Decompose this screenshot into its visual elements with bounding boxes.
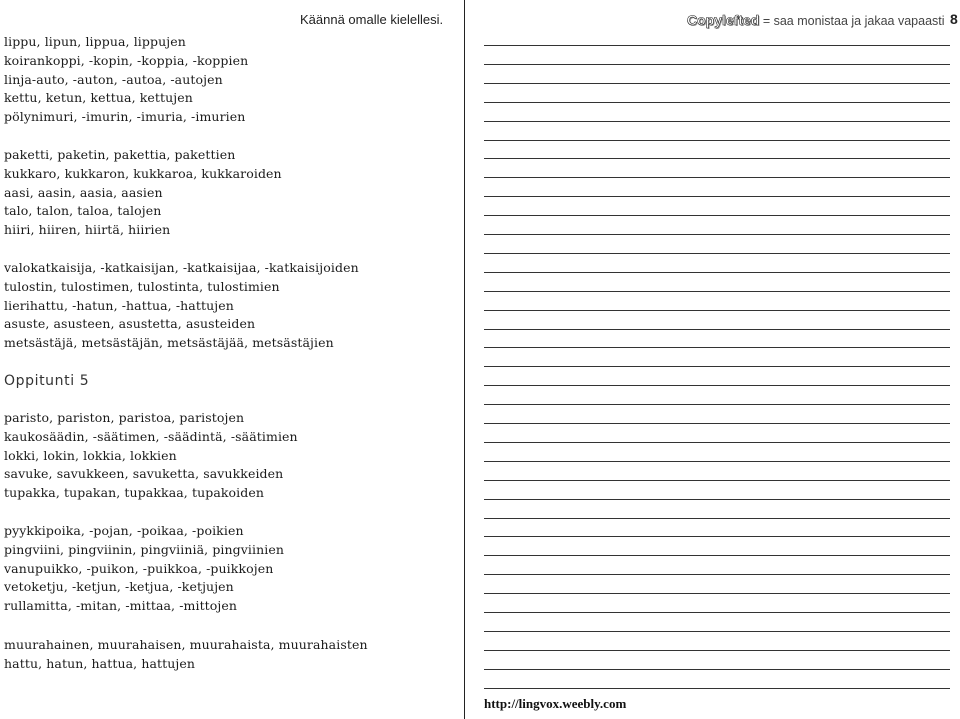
- word-line: paketti, paketin, pakettia, pakettien: [4, 147, 236, 162]
- writing-line: [484, 45, 950, 46]
- writing-line: [484, 64, 950, 65]
- writing-line: [484, 404, 950, 405]
- writing-line: [484, 196, 950, 197]
- word-line: talo, talon, taloa, talojen: [4, 203, 162, 219]
- writing-line: [484, 442, 950, 443]
- writing-line: [484, 574, 950, 575]
- word-block-1: [4, 33, 248, 127]
- writing-line: [484, 385, 950, 386]
- word-line: vetoketju, -ketjun, -ketjua, -ketjujen: [4, 579, 234, 595]
- writing-line: [484, 555, 950, 556]
- word-line: vanupuikko, -puikon, -puikkoa, -puikkojen: [4, 560, 274, 576]
- writing-line: [484, 121, 950, 122]
- writing-line: [484, 83, 950, 84]
- word-line: hiiri, hiiren, hiirtä, hiirien: [4, 222, 171, 238]
- writing-line: [484, 499, 950, 500]
- word-line: koirankoppi, -kopin, -koppia, -koppien: [4, 52, 249, 68]
- writing-line: [484, 310, 950, 311]
- writing-line: [484, 140, 950, 141]
- writing-line: [484, 102, 950, 103]
- writing-line: [484, 366, 950, 367]
- writing-line: [484, 253, 950, 254]
- word-block-5: [4, 522, 284, 616]
- writing-line: [484, 215, 950, 216]
- word-line: rullamitta, -mitan, -mittaa, -mittojen: [4, 598, 238, 614]
- word-line: aasi, aasin, aasia, aasien: [4, 184, 163, 200]
- writing-line: [484, 669, 950, 670]
- word-line: savuke, savukkeen, savuketta, savukkeiden: [4, 466, 284, 482]
- writing-line: [484, 158, 950, 159]
- writing-lines: [484, 0, 950, 719]
- writing-line: [484, 631, 950, 632]
- word-line: pyykkipoika, -pojan, -poikaa, -poikien: [4, 523, 244, 538]
- instruction-text: Käännä omalle kielellesi.: [300, 12, 444, 27]
- left-page: [0, 0, 464, 719]
- copyleft-brand: Copylefted: [687, 12, 760, 28]
- word-line: lippu, lipun, lippua, lippujen: [4, 34, 186, 49]
- word-line: paristo, pariston, paristoa, paristojen: [4, 410, 245, 425]
- writing-line: [484, 329, 950, 330]
- word-line: kukkaro, kukkaron, kukkaroa, kukkaroiden: [4, 165, 282, 181]
- writing-line: [484, 480, 950, 481]
- word-line: lokki, lokin, lokkia, lokkien: [4, 447, 177, 463]
- writing-line: [484, 536, 950, 537]
- writing-line: [484, 423, 950, 424]
- word-block-6: [4, 636, 368, 674]
- word-line: valokatkaisija, -katkaisijan, -katkaisijaa, -katkaisijoiden: [4, 260, 359, 275]
- word-block-3: [4, 259, 359, 353]
- word-line: kettu, ketun, kettua, kettujen: [4, 90, 193, 106]
- writing-line: [484, 177, 950, 178]
- writing-line: [484, 234, 950, 235]
- page-number: 8: [950, 11, 958, 27]
- word-block-4: [4, 409, 298, 503]
- word-line: metsästäjä, metsästäjän, metsästäjää, metsästäjien: [4, 335, 334, 351]
- word-line: tulostin, tulostimen, tulostinta, tulostimien: [4, 278, 280, 294]
- writing-line: [484, 461, 950, 462]
- writing-line: [484, 593, 950, 594]
- writing-line: [484, 688, 950, 689]
- word-line: kaukosäädin, -säätimen, -säädintä, -säätimien: [4, 428, 298, 444]
- word-line: pingviini, pingviinin, pingviiniä, pingviinien: [4, 541, 285, 557]
- writing-line: [484, 650, 950, 651]
- writing-line: [484, 291, 950, 292]
- writing-line: [484, 612, 950, 613]
- writing-line: [484, 518, 950, 519]
- word-line: linja-auto, -auton, -autoa, -autojen: [4, 71, 223, 87]
- writing-line: [484, 272, 950, 273]
- word-line: pölynimuri, -imurin, -imuria, -imurien: [4, 109, 246, 125]
- right-page: [465, 0, 960, 719]
- word-line: lierihattu, -hatun, -hattua, -hattujen: [4, 297, 234, 313]
- copyleft-tagline: = saa monistaa ja jakaa vapaasti: [759, 14, 945, 28]
- lesson-heading: Oppitunti 5: [4, 373, 90, 389]
- word-line: asuste, asusteen, asustetta, asusteiden: [4, 316, 256, 332]
- word-line: tupakka, tupakan, tupakkaa, tupakoiden: [4, 485, 265, 501]
- word-line: hattu, hatun, hattua, hattujen: [4, 655, 196, 671]
- word-block-2: [4, 146, 282, 240]
- word-line: muurahainen, muurahaisen, muurahaista, muurahaisten: [4, 637, 368, 652]
- writing-line: [484, 347, 950, 348]
- site-url[interactable]: http://lingvox.weebly.com: [484, 696, 627, 711]
